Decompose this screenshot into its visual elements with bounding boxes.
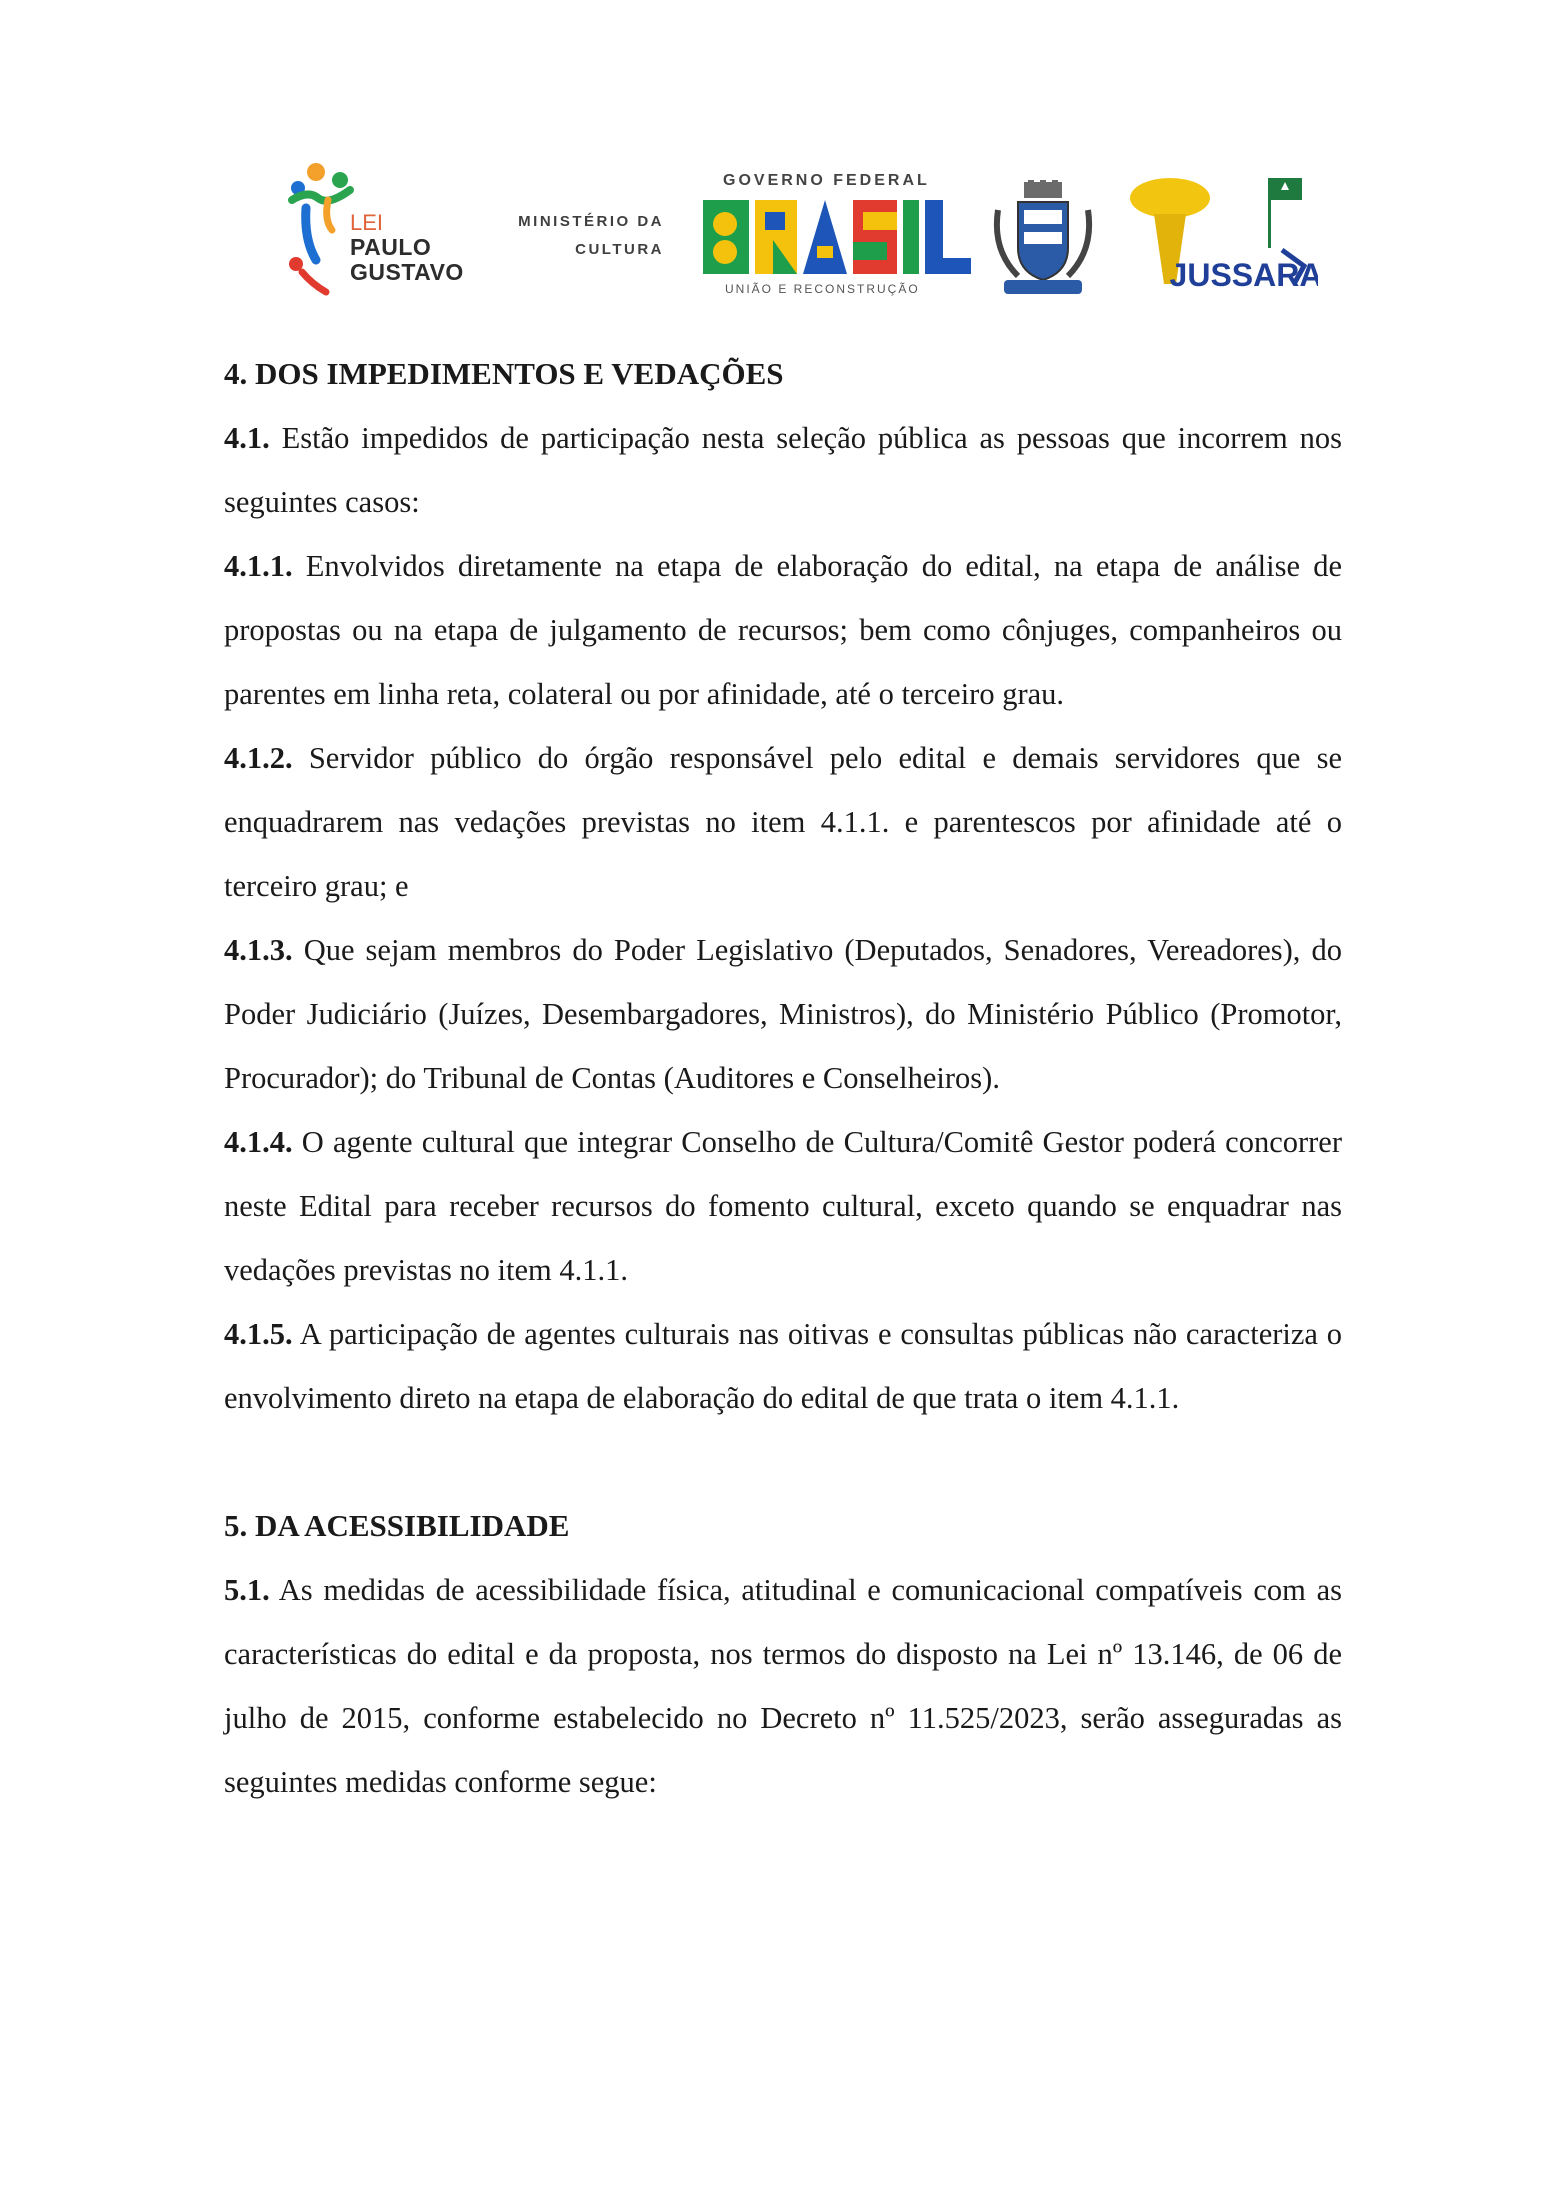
logo-governo-federal-text: GOVERNO FEDERAL xyxy=(723,172,930,189)
coat-of-arms-icon xyxy=(988,180,1098,300)
clause-text: O agente cultural que integrar Conselho de Cultura/Comitê Gestor poderá concorrer neste Edital para receber recursos do fomento cultural, exceto quando se enquadrar nas vedações previstas no item 4.1.1. xyxy=(224,1125,1342,1287)
section-4-title: 4. DOS IMPEDIMENTOS E VEDAÇÕES xyxy=(224,356,784,391)
clause-4-1-2 xyxy=(224,726,1342,918)
clause-4-1-3 xyxy=(224,918,1342,1110)
logo-paulo-text: PAULO xyxy=(350,234,432,260)
clause-4-1-4 xyxy=(224,1110,1342,1302)
lei-paulo-gustavo-logo xyxy=(288,160,478,302)
clause-5-1 xyxy=(224,1558,1342,1814)
clause-text: Que sejam membros do Poder Legislativo (Deputados, Senadores, Vereadores), do Poder Judiciário (Juízes, Desembargadores, Ministros), do Ministério Público (Promotor, Procurador); do Tribunal de Contas (Auditores e Conselheiros). xyxy=(224,933,1342,1095)
logo-lei-text: LEI xyxy=(350,210,384,235)
logo-cultura-text: CULTURA xyxy=(575,241,664,258)
municipal-coat-of-arms-logo xyxy=(988,180,1098,300)
jussara-tree-icon xyxy=(1118,174,1318,304)
governo-federal-brasil-logo xyxy=(703,172,973,302)
header-logo-bar xyxy=(288,160,1328,320)
clause-4-1-5 xyxy=(224,1302,1342,1430)
logo-jussara-text: JUSSARA xyxy=(1169,257,1318,293)
clause-number: 4.1. xyxy=(224,421,270,455)
clause-number: 4.1.5. xyxy=(224,1317,293,1351)
section-spacer xyxy=(224,1430,1342,1494)
logo-uniao-text: UNIÃO E RECONSTRUÇÃO xyxy=(725,282,920,296)
section-5-title: 5. DA ACESSIBILIDADE xyxy=(224,1508,570,1543)
brasil-wordmark-icon xyxy=(703,196,973,278)
ministerio-cultura-logo xyxy=(484,208,664,264)
colorful-people-icon xyxy=(288,160,358,302)
logo-ministerio-text: MINISTÉRIO DA xyxy=(518,213,664,230)
clause-number: 4.1.2. xyxy=(224,741,293,775)
clause-text: Estão impedidos de participação nesta seleção pública as pessoas que incorrem nos seguintes casos: xyxy=(224,421,1342,519)
clause-4-1-1 xyxy=(224,534,1342,726)
clause-4-1 xyxy=(224,406,1342,534)
logo-gustavo-text: GUSTAVO xyxy=(350,259,464,285)
clause-text: A participação de agentes culturais nas oitivas e consultas públicas não caracteriza o envolvimento direto na etapa de elaboração do edital de que trata o item 4.1.1. xyxy=(224,1317,1342,1415)
clause-number: 4.1.3. xyxy=(224,933,293,967)
clause-text: Envolvidos diretamente na etapa de elaboração do edital, na etapa de análise de propostas ou na etapa de julgamento de recursos; bem como cônjuges, companheiros ou parentes em linha reta, colateral ou por afinidade, até o terceiro grau. xyxy=(224,549,1342,711)
clause-number: 4.1.1. xyxy=(224,549,293,583)
clause-text: As medidas de acessibilidade física, atitudinal e comunicacional compatíveis com as características do edital e da proposta, nos termos do disposto na Lei nº 13.146, de 06 de julho de 2015, conforme estabelecido no Decreto nº 11.525/2023, serão asseguradas as seguintes medidas conforme segue: xyxy=(224,1573,1342,1799)
clause-text: Servidor público do órgão responsável pelo edital e demais servidores que se enquadrarem nas vedações previstas no item 4.1.1. e parentescos por afinidade até o terceiro grau; e xyxy=(224,741,1342,903)
document-body xyxy=(224,342,1342,1814)
clause-number: 5.1. xyxy=(224,1573,270,1607)
clause-number: 4.1.4. xyxy=(224,1125,293,1159)
prefeitura-jussara-logo xyxy=(1118,174,1318,304)
